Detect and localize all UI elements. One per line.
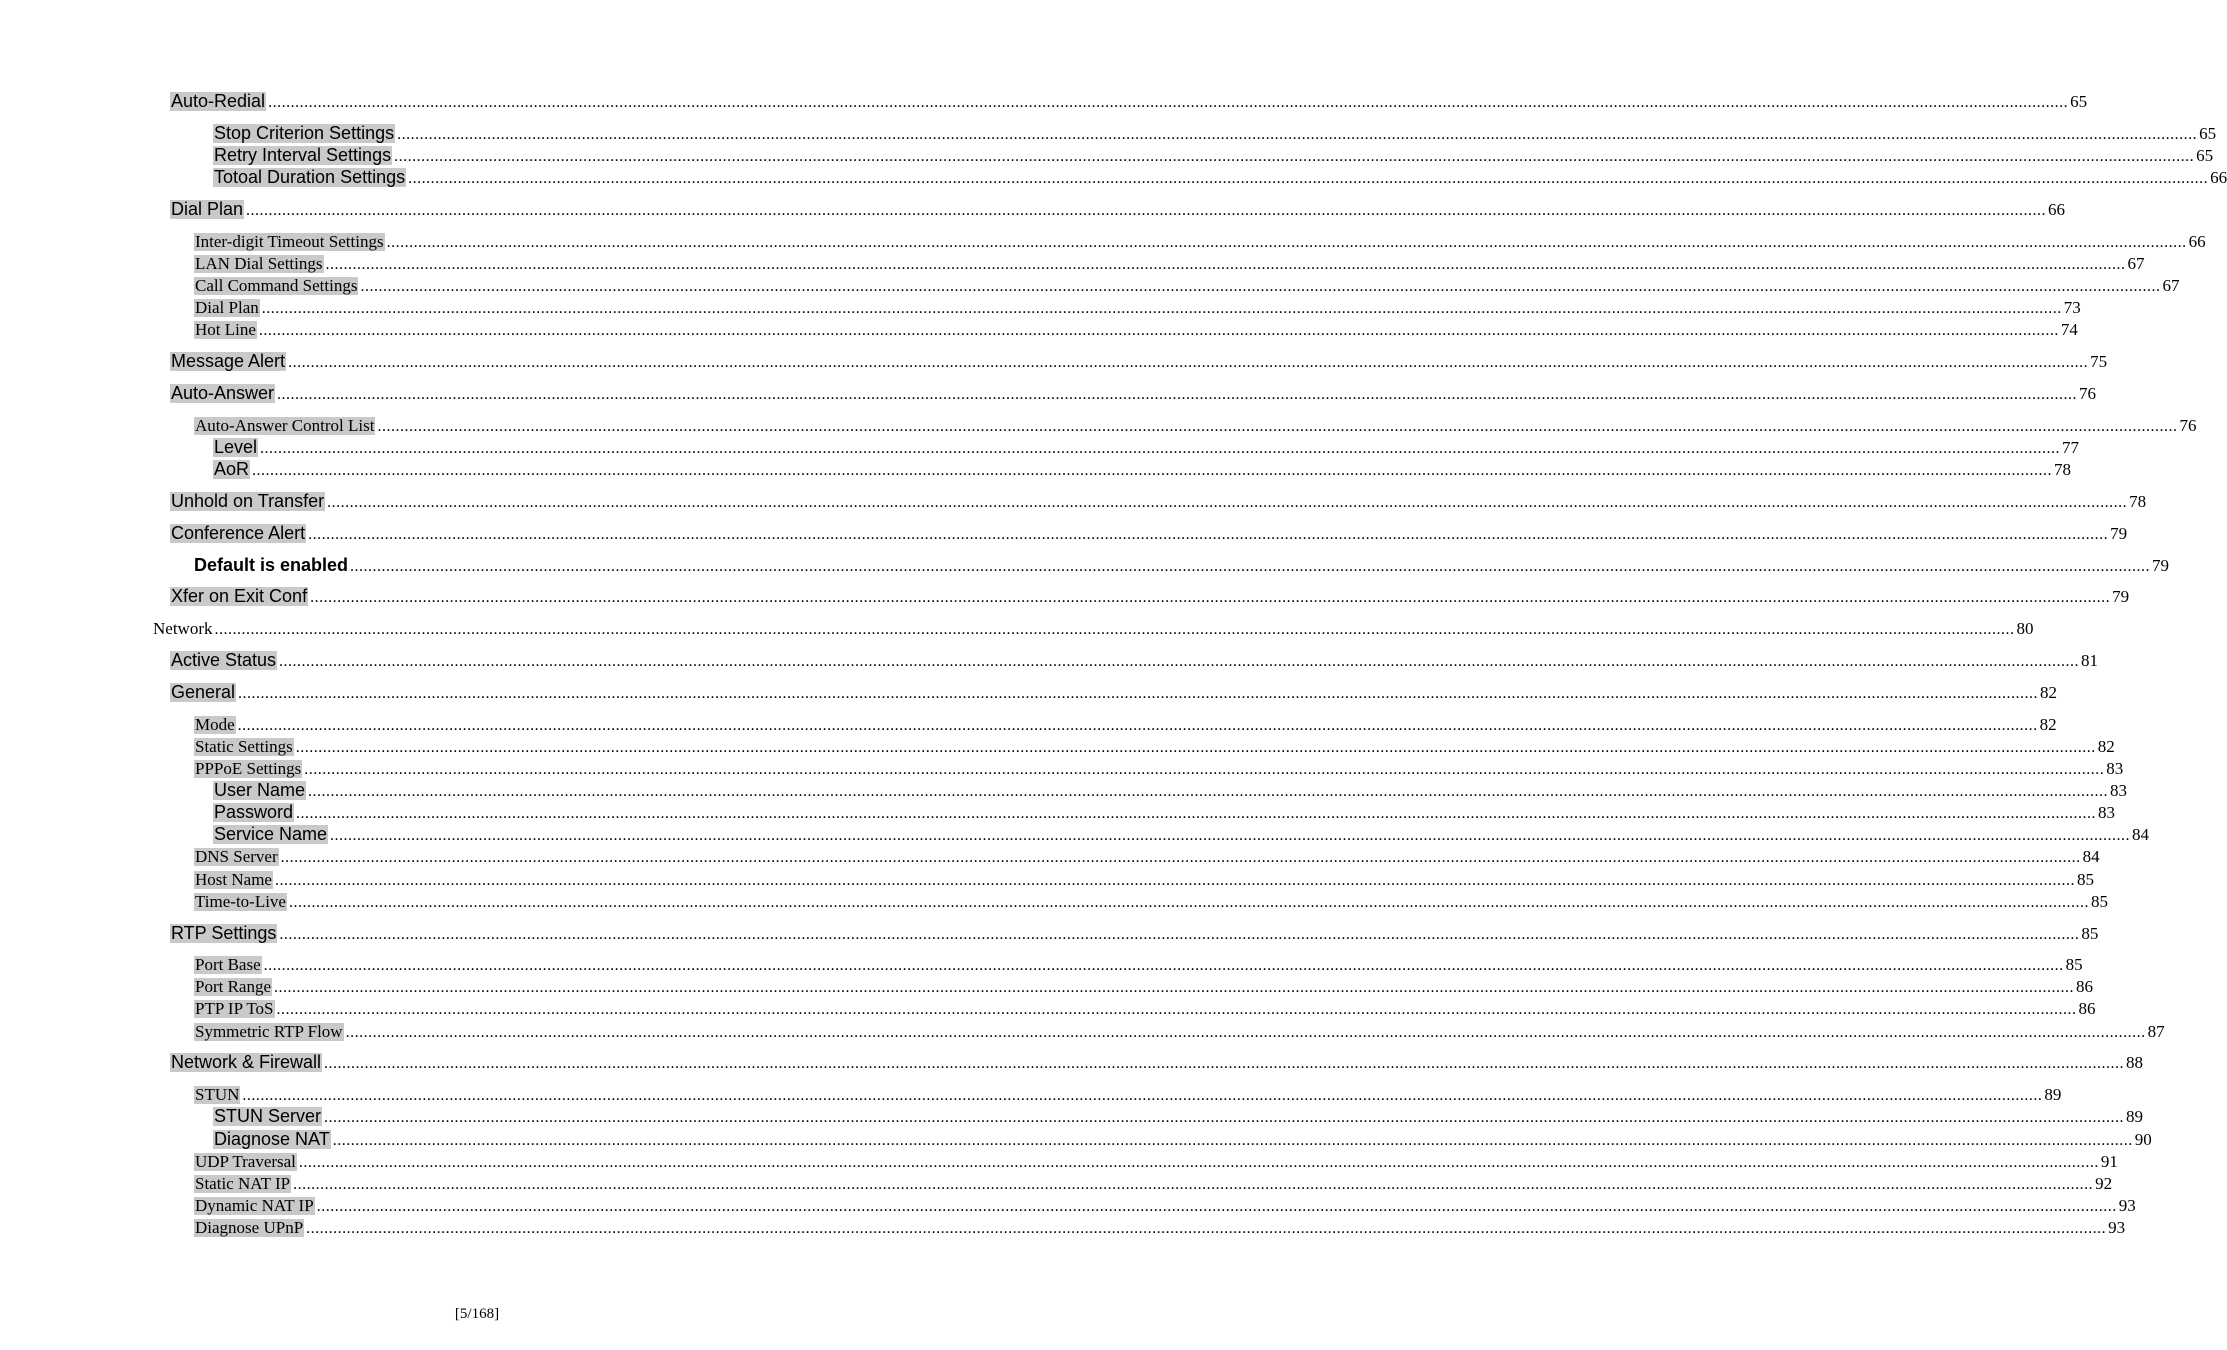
toc-entry-title: Diagnose UPnP	[195, 1218, 304, 1238]
dot-leader: ................................................................................................................................................................................................................................................................................................................................................................................................................	[345, 1024, 2146, 1041]
toc-entry-title: Port Base	[195, 955, 261, 975]
toc-page-number: 67	[2127, 254, 2145, 273]
toc-entry[interactable]	[194, 844, 2100, 867]
toc-entry-title: PTP IP ToS	[195, 999, 274, 1019]
toc-entry[interactable]	[170, 521, 2128, 544]
dot-leader: ................................................................................................................................................................................................................................................................................................................................................................................................................	[296, 805, 2097, 822]
toc-entry-title: Stop Criterion Settings	[214, 123, 395, 144]
toc-entry-title: Symmetric RTP Flow	[195, 1022, 343, 1042]
toc-page-number: 85	[2076, 870, 2094, 889]
dot-leader: ................................................................................................................................................................................................................................................................................................................................................................................................................	[304, 761, 2105, 778]
toc-entry[interactable]	[153, 616, 2034, 639]
dot-leader: ................................................................................................................................................................................................................................................................................................................................................................................................................	[279, 926, 2080, 943]
toc-page-number: 79	[2112, 587, 2130, 606]
toc-page-number: 82	[2097, 737, 2115, 756]
toc-entry-title: Network & Firewall	[171, 1052, 322, 1073]
dot-leader: ................................................................................................................................................................................................................................................................................................................................................................................................................	[325, 256, 2126, 273]
dot-leader: ................................................................................................................................................................................................................................................................................................................................................................................................................	[386, 234, 2187, 251]
toc-entry-title: Auto-Answer	[171, 383, 275, 404]
toc-entry-title: LAN Dial Settings	[195, 254, 323, 274]
toc-page-number: 85	[2081, 924, 2099, 943]
dot-leader: ................................................................................................................................................................................................................................................................................................................................................................................................................	[238, 685, 2039, 702]
toc-page-number: 89	[2044, 1085, 2062, 1104]
toc-entry-title: User Name	[214, 780, 306, 801]
toc-page-number: 66	[2188, 232, 2206, 251]
dot-leader: ................................................................................................................................................................................................................................................................................................................................................................................................................	[260, 440, 2061, 457]
dot-leader: ................................................................................................................................................................................................................................................................................................................................................................................................................	[263, 957, 2064, 974]
toc-entry[interactable]	[170, 584, 2130, 607]
toc-entry-title: Mode	[195, 715, 235, 735]
toc-entry-title: Unhold on Transfer	[171, 491, 325, 512]
toc-page-number: 87	[2147, 1022, 2165, 1041]
toc-entry-title: Dial Plan	[195, 298, 259, 318]
toc-entry-title: STUN	[195, 1085, 240, 1105]
toc-entry-title: STUN Server	[214, 1106, 322, 1127]
toc-entry[interactable]	[194, 1082, 2062, 1105]
toc-page-number: 78	[2054, 460, 2072, 479]
toc-page-number: 85	[2065, 955, 2083, 974]
dot-leader: ................................................................................................................................................................................................................................................................................................................................................................................................................	[242, 1087, 2043, 1104]
toc-page-number: 65	[2199, 124, 2217, 143]
toc-entry[interactable]	[194, 251, 2145, 274]
toc-page-number: 89	[2126, 1107, 2144, 1126]
dot-leader: ................................................................................................................................................................................................................................................................................................................................................................................................................	[298, 1154, 2099, 1171]
toc-page-number: 84	[2132, 825, 2150, 844]
toc-entry[interactable]	[194, 867, 2094, 890]
toc-entry[interactable]	[170, 197, 2066, 220]
dot-leader: ................................................................................................................................................................................................................................................................................................................................................................................................................	[324, 1109, 2125, 1126]
dot-leader: ................................................................................................................................................................................................................................................................................................................................................................................................................	[268, 94, 2069, 111]
toc-page-number: 82	[2040, 683, 2058, 702]
toc-page-number: 74	[2060, 320, 2078, 339]
toc-page-number: 92	[2095, 1174, 2113, 1193]
toc-entry[interactable]	[170, 89, 2088, 112]
toc-entry[interactable]	[194, 1019, 2165, 1042]
toc-page-number: 83	[2110, 781, 2128, 800]
toc-entry[interactable]	[213, 143, 2214, 166]
dot-leader: ................................................................................................................................................................................................................................................................................................................................................................................................................	[274, 979, 2075, 996]
toc-entry-title: Static Settings	[195, 737, 293, 757]
toc-page-number: 84	[2082, 847, 2100, 866]
dot-leader: ................................................................................................................................................................................................................................................................................................................................................................................................................	[310, 589, 2111, 606]
toc-page-number: 93	[2118, 1196, 2136, 1215]
toc-page-number: 65	[2070, 92, 2088, 111]
toc-entry-title: UDP Traversal	[195, 1152, 296, 1172]
dot-leader: ................................................................................................................................................................................................................................................................................................................................................................................................................	[261, 300, 2062, 317]
toc-entry-title: Diagnose NAT	[214, 1129, 330, 1150]
toc-entry[interactable]	[194, 974, 2094, 997]
toc-entry[interactable]	[194, 1193, 2136, 1216]
toc-page-number: 86	[2078, 999, 2096, 1018]
toc-entry[interactable]	[194, 889, 2108, 912]
toc-entry[interactable]	[194, 1149, 2118, 1172]
dot-leader: ................................................................................................................................................................................................................................................................................................................................................................................................................	[308, 526, 2109, 543]
toc-entry[interactable]	[194, 273, 2180, 296]
toc-entry-title: Totoal Duration Settings	[214, 167, 406, 188]
toc-entry[interactable]	[170, 680, 2058, 703]
toc-entry-title: Network	[153, 619, 213, 639]
dot-leader: ................................................................................................................................................................................................................................................................................................................................................................................................................	[214, 621, 2015, 638]
toc-entry[interactable]	[213, 457, 2072, 480]
toc-entry[interactable]	[194, 229, 2206, 252]
toc-entry[interactable]	[170, 1050, 2144, 1073]
toc-page-number: 82	[2039, 715, 2057, 734]
dot-leader: ................................................................................................................................................................................................................................................................................................................................................................................................................	[276, 1001, 2077, 1018]
toc-entry-title: Password	[214, 802, 294, 823]
toc-page-number: 83	[2098, 803, 2116, 822]
toc-page-number: 80	[2016, 619, 2034, 638]
page-footer: [5/168]	[454, 1306, 500, 1322]
dot-leader: ................................................................................................................................................................................................................................................................................................................................................................................................................	[394, 148, 2195, 165]
dot-leader: ................................................................................................................................................................................................................................................................................................................................................................................................................	[316, 1198, 2117, 1215]
toc-entry[interactable]	[213, 800, 2116, 823]
toc-page-number: 77	[2062, 438, 2080, 457]
toc-entry[interactable]	[170, 489, 2147, 512]
toc-entry-title: Static NAT IP	[195, 1174, 291, 1194]
toc-entry[interactable]	[170, 648, 2099, 671]
toc-entry[interactable]	[213, 165, 2227, 188]
toc-entry-title: Port Range	[195, 977, 272, 997]
dot-leader: ................................................................................................................................................................................................................................................................................................................................................................................................................	[397, 126, 2198, 143]
toc-page-number: 85	[2090, 892, 2108, 911]
toc-entry-title: General	[171, 682, 236, 703]
dot-leader: ................................................................................................................................................................................................................................................................................................................................................................................................................	[350, 558, 2151, 575]
dot-leader: ................................................................................................................................................................................................................................................................................................................................................................................................................	[308, 783, 2109, 800]
dot-leader: ................................................................................................................................................................................................................................................................................................................................................................................................................	[288, 894, 2089, 911]
toc-entry-title: Hot Line	[195, 320, 256, 340]
toc-entry[interactable]	[213, 1127, 2152, 1150]
toc-page-number: 90	[2134, 1130, 2152, 1149]
toc-entry[interactable]	[194, 553, 2170, 576]
toc-page-number: 79	[2152, 556, 2170, 575]
toc-page-number: 93	[2108, 1218, 2126, 1237]
toc-entry-title: Xfer on Exit Conf	[171, 586, 308, 607]
toc-entry-title: Dynamic NAT IP	[195, 1196, 314, 1216]
toc-entry-title: Retry Interval Settings	[214, 145, 392, 166]
toc-entry[interactable]	[213, 121, 2217, 144]
toc-entry[interactable]	[213, 778, 2128, 801]
toc-entry[interactable]	[213, 1104, 2144, 1127]
dot-leader: ................................................................................................................................................................................................................................................................................................................................................................................................................	[360, 278, 2161, 295]
toc-entry-title: Call Command Settings	[195, 276, 358, 296]
toc-entry[interactable]	[170, 349, 2108, 372]
toc-entry-title: RTP Settings	[171, 923, 277, 944]
toc-entry[interactable]	[194, 952, 2083, 975]
toc-page-number: 88	[2126, 1053, 2144, 1072]
toc-entry[interactable]	[213, 435, 2080, 458]
toc-entry[interactable]	[194, 1215, 2126, 1238]
toc-entry[interactable]	[194, 413, 2197, 436]
toc-entry[interactable]	[194, 295, 2081, 318]
toc-page-number: 75	[2090, 352, 2108, 371]
toc-entry[interactable]	[194, 317, 2078, 340]
toc-page-number: 76	[2179, 416, 2197, 435]
dot-leader: ................................................................................................................................................................................................................................................................................................................................................................................................................	[288, 354, 2089, 371]
dot-leader: ................................................................................................................................................................................................................................................................................................................................................................................................................	[246, 202, 2047, 219]
toc-entry-title: Auto-Redial	[171, 91, 266, 112]
dot-leader: ................................................................................................................................................................................................................................................................................................................................................................................................................	[408, 170, 2209, 187]
toc-entry[interactable]	[194, 756, 2124, 779]
dot-leader: ................................................................................................................................................................................................................................................................................................................................................................................................................	[330, 827, 2131, 844]
toc-entry-title: Service Name	[214, 824, 328, 845]
toc-page-number: 78	[2129, 492, 2147, 511]
toc-entry-title: Active Status	[171, 650, 277, 671]
toc-entry-title: Host Name	[195, 870, 272, 890]
toc-entry[interactable]	[194, 712, 2057, 735]
toc-entry-title: Auto-Answer Control List	[195, 416, 375, 436]
toc-page-number: 91	[2100, 1152, 2118, 1171]
dot-leader: ................................................................................................................................................................................................................................................................................................................................................................................................................	[280, 849, 2081, 866]
toc-entry-title: Level	[214, 437, 258, 458]
toc-entry-title: PPPoE Settings	[195, 759, 302, 779]
toc-entry-title: Conference Alert	[171, 523, 306, 544]
dot-leader: ................................................................................................................................................................................................................................................................................................................................................................................................................	[237, 717, 2038, 734]
toc-entry-title: AoR	[214, 459, 250, 480]
toc-entry[interactable]	[213, 822, 2150, 845]
toc-entry-title: Time-to-Live	[195, 892, 286, 912]
toc-page-number: 79	[2110, 524, 2128, 543]
dot-leader: ................................................................................................................................................................................................................................................................................................................................................................................................................	[327, 494, 2128, 511]
dot-leader: ................................................................................................................................................................................................................................................................................................................................................................................................................	[377, 418, 2178, 435]
dot-leader: ................................................................................................................................................................................................................................................................................................................................................................................................................	[258, 322, 2059, 339]
dot-leader: ................................................................................................................................................................................................................................................................................................................................................................................................................	[252, 462, 2053, 479]
toc-entry[interactable]	[194, 1171, 2113, 1194]
dot-leader: ................................................................................................................................................................................................................................................................................................................................................................................................................	[324, 1055, 2125, 1072]
toc-entry[interactable]	[194, 996, 2096, 1019]
dot-leader: ................................................................................................................................................................................................................................................................................................................................................................................................................	[279, 653, 2080, 670]
dot-leader: ................................................................................................................................................................................................................................................................................................................................................................................................................	[293, 1176, 2094, 1193]
toc-page-number: 73	[2063, 298, 2081, 317]
dot-leader: ................................................................................................................................................................................................................................................................................................................................................................................................................	[306, 1220, 2107, 1237]
toc-page-number: 86	[2076, 977, 2094, 996]
toc-page-number: 76	[2079, 384, 2097, 403]
toc-entry-title: Message Alert	[171, 351, 286, 372]
toc-page-number: 66	[2210, 168, 2227, 187]
toc-entry-title: Default is enabled	[194, 555, 349, 576]
toc-entry-title: Dial Plan	[171, 199, 244, 220]
toc-page-number: 81	[2081, 651, 2099, 670]
dot-leader: ................................................................................................................................................................................................................................................................................................................................................................................................................	[274, 872, 2075, 889]
toc-entry[interactable]	[170, 921, 2099, 944]
dot-leader: ................................................................................................................................................................................................................................................................................................................................................................................................................	[332, 1132, 2133, 1149]
dot-leader: ................................................................................................................................................................................................................................................................................................................................................................................................................	[277, 386, 2078, 403]
dot-leader: ................................................................................................................................................................................................................................................................................................................................................................................................................	[295, 739, 2096, 756]
toc-entry-title: Inter-digit Timeout Settings	[195, 232, 384, 252]
toc-entry-title: DNS Server	[195, 847, 278, 867]
toc-page-number: 67	[2162, 276, 2180, 295]
toc-page-number: 66	[2048, 200, 2066, 219]
toc-page-number: 65	[2196, 146, 2214, 165]
toc-entry[interactable]	[170, 381, 2097, 404]
toc-page-number: 83	[2106, 759, 2124, 778]
toc-entry[interactable]	[194, 734, 2115, 757]
